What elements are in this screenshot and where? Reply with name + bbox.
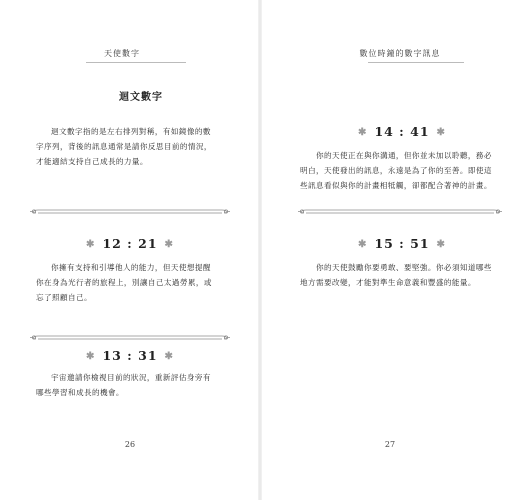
header-rule: [86, 62, 186, 63]
entry-paragraph: 你擁有支持和引導他人的能力，但天使想提醒你在身為光行者的旅程上，別讓自己太過勞累，或忘了照顧自己。: [36, 263, 212, 302]
asterisk-icon: ✱: [358, 239, 368, 250]
entry-paragraph: 你的天使鼓勵你要勇敢、要堅強。你必須知道哪些地方需要改變，才能對準生命意義和豐盛的能量。: [300, 263, 492, 287]
section-title: 迴文數字: [119, 92, 163, 103]
entry-paragraph: 你的天使正在與你溝通，但你並未加以聆聽，務必明白，天使發出的訊息，永遠是為了你的至善。即使這些訊息看似與你的計畫相牴觸，卻都配合著神的計畫。: [300, 151, 492, 190]
asterisk-icon: ✱: [164, 351, 174, 362]
time-value: 14 : 41: [374, 124, 430, 139]
intro-paragraph: 迴文數字指的是左右排列對稱，有如鏡像的數字序列，背後的訊息通常是請你反思目前的情況，才能適結支持自己成長的力量。: [36, 127, 212, 166]
ornamental-divider: [30, 330, 230, 346]
time-value: 15 : 51: [374, 236, 430, 251]
ornamental-divider: [298, 204, 502, 220]
header-rule: [368, 62, 464, 63]
page-number: 26: [124, 440, 136, 449]
asterisk-icon: ✱: [436, 127, 446, 138]
time-heading: [322, 124, 482, 139]
time-heading: [50, 348, 210, 363]
time-heading: [322, 236, 482, 251]
page-number: 27: [384, 440, 396, 449]
running-head: 數位時鐘的數字訊息: [359, 49, 441, 58]
ornamental-divider: [30, 204, 230, 220]
asterisk-icon: ✱: [358, 127, 368, 138]
asterisk-icon: ✱: [436, 239, 446, 250]
running-head: 天使數字: [104, 49, 140, 58]
asterisk-icon: ✱: [86, 351, 96, 362]
asterisk-icon: ✱: [164, 239, 174, 250]
entry-paragraph: 宇宙邀請你檢視目前的狀況，重新評估身旁有哪些學習和成長的機會。: [36, 373, 211, 397]
time-value: 12 : 21: [102, 236, 158, 251]
time-value: 13 : 31: [102, 348, 158, 363]
right-page: [260, 0, 520, 500]
time-heading: [50, 236, 210, 251]
asterisk-icon: ✱: [86, 239, 96, 250]
